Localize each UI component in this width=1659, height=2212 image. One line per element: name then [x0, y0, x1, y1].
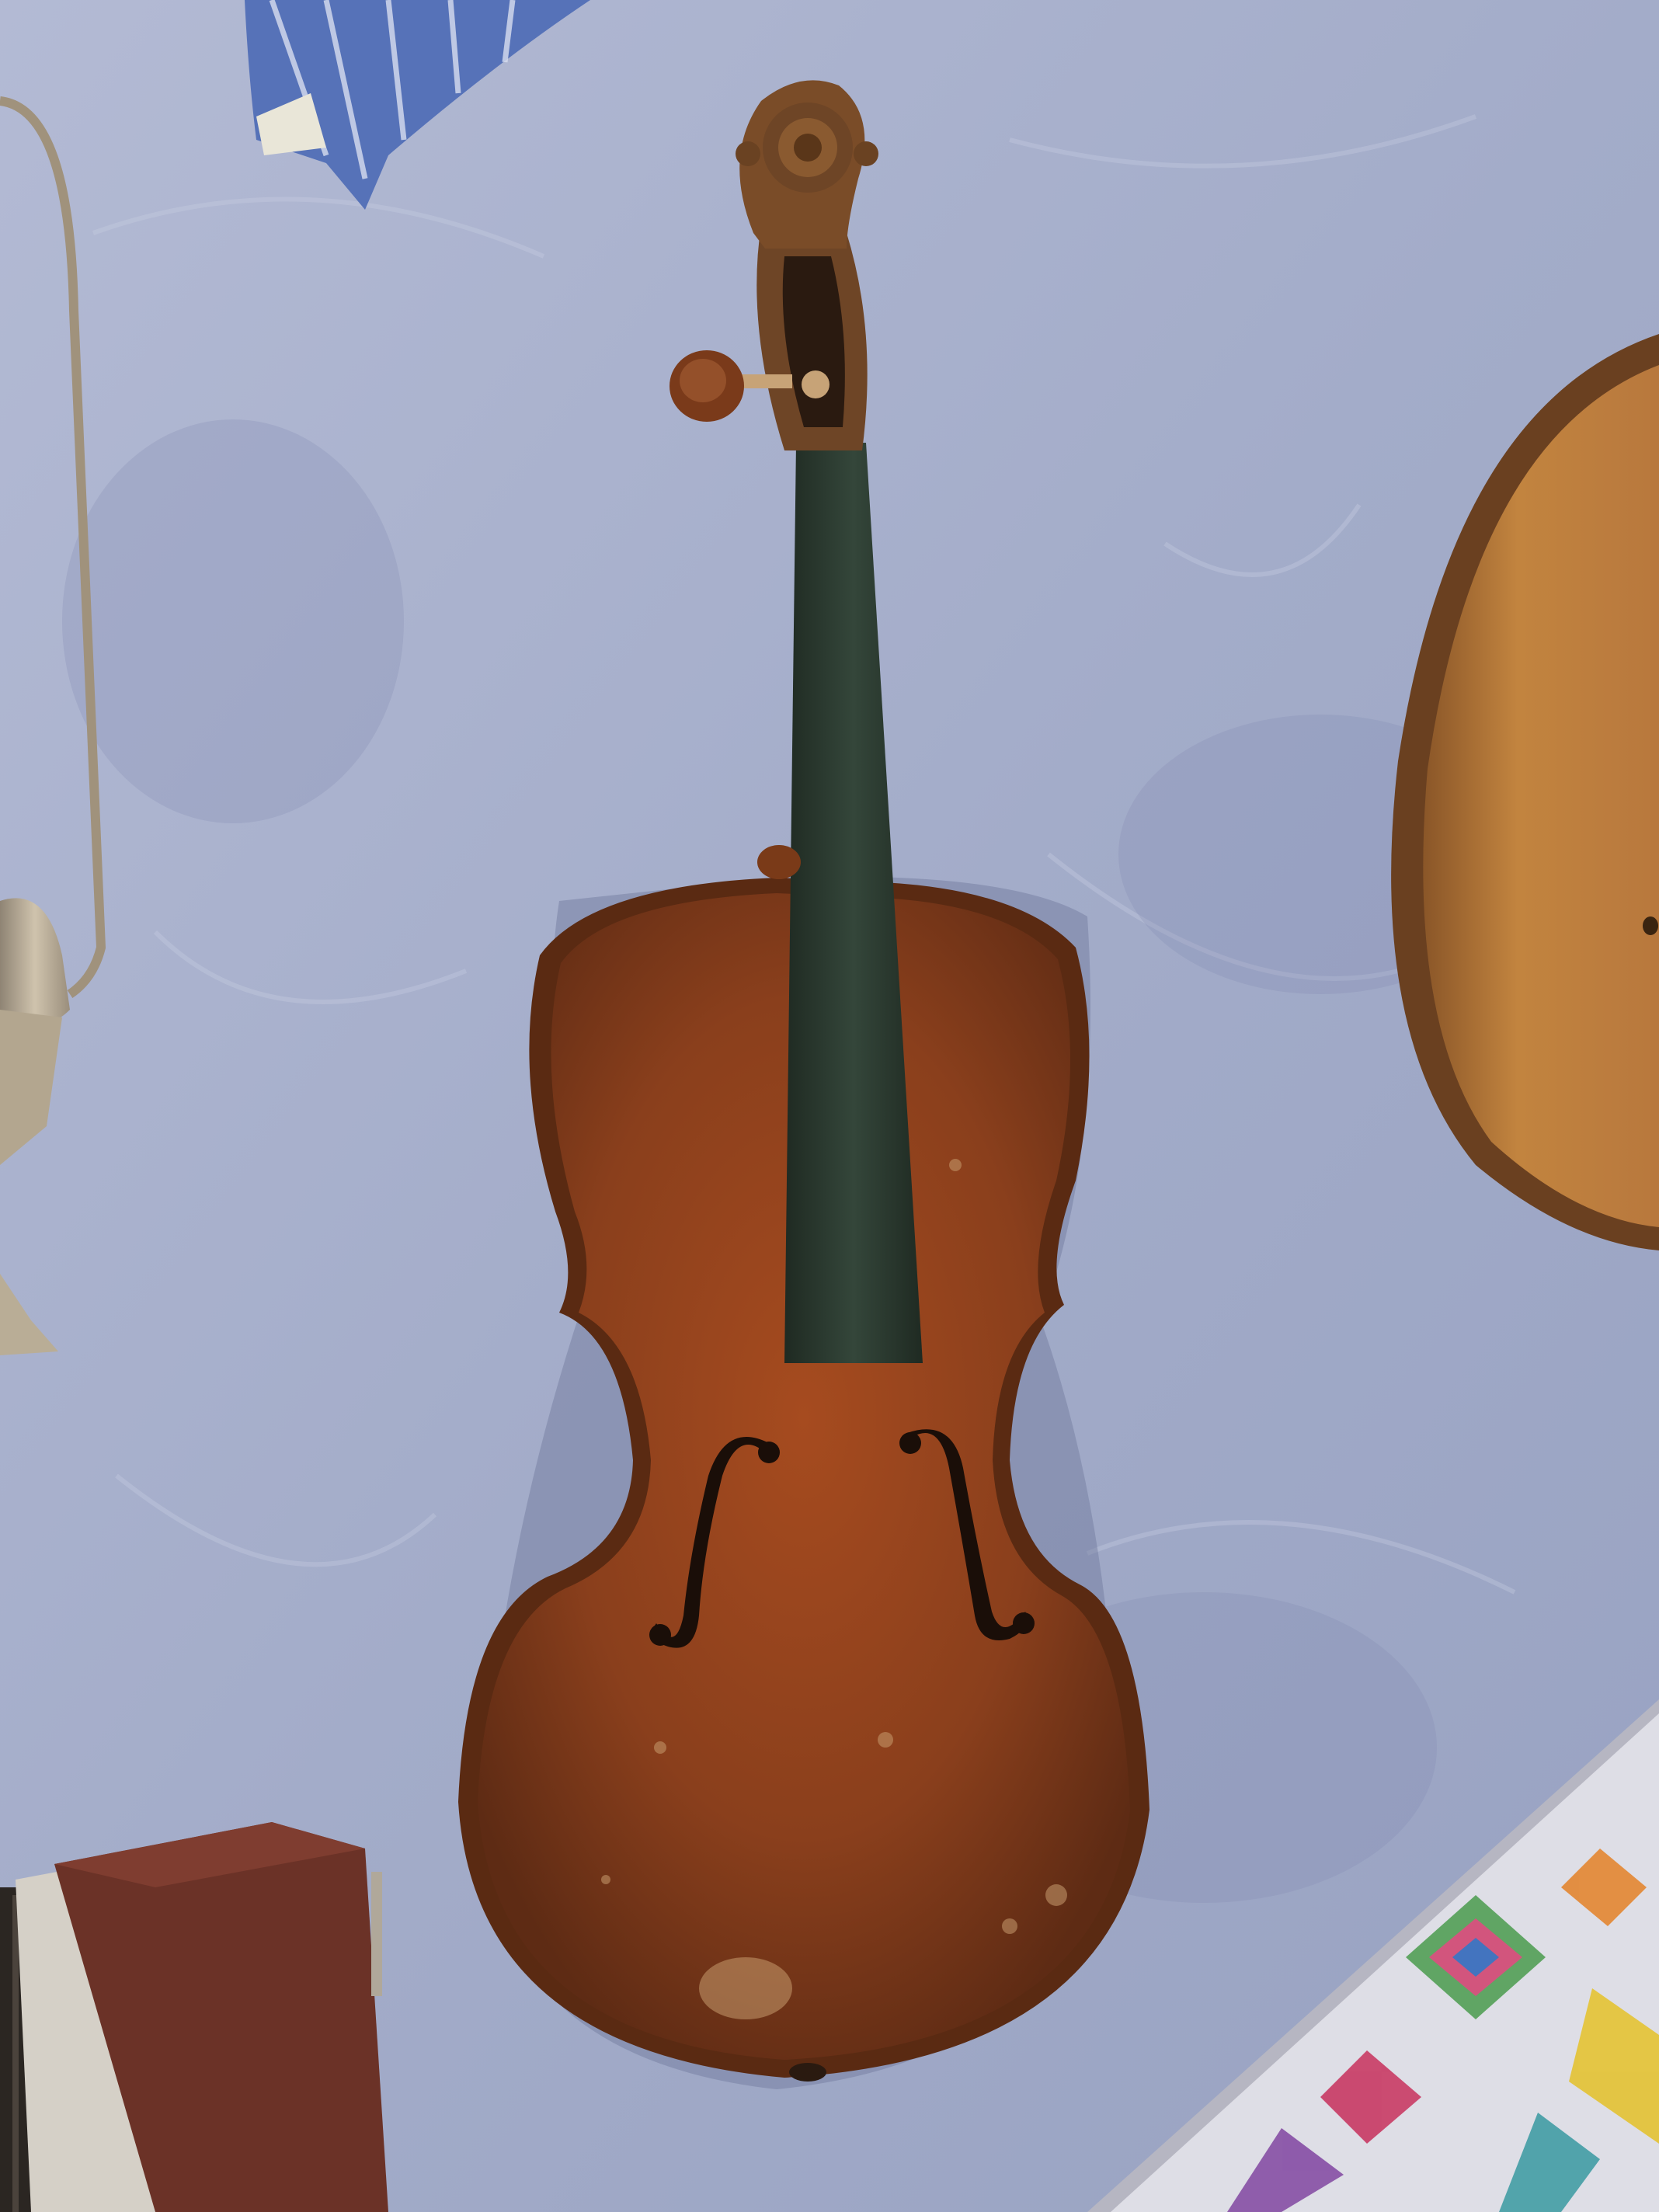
accordion-fragment [0, 1822, 388, 2212]
